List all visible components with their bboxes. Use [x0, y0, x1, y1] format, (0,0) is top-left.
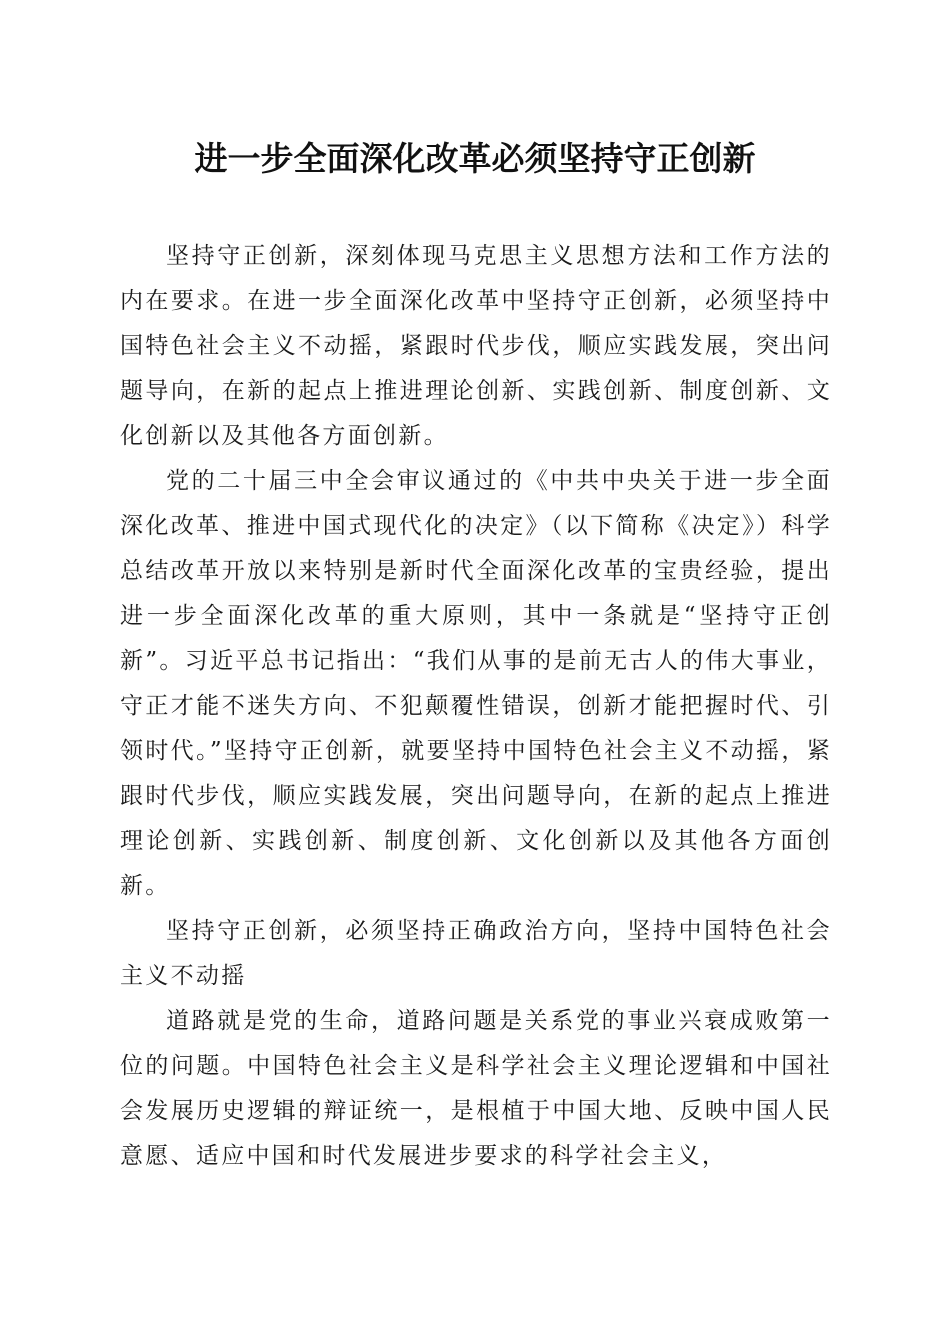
paragraph-4: 道路就是党的生命，道路问题是关系党的事业兴衰成败第一位的问题。中国特色社会主义是科学社会主义理论逻辑和中国社会发展历史逻辑的辩证统一，是根植于中国大地、反映中国人民意愿、适应中国和时代发展进步要求的科学社会主义， [120, 1008, 832, 1169]
paragraph-1: 坚持守正创新，深刻体现马克思主义思想方法和工作方法的内在要求。在进一步全面深化改革中坚持守正创新，必须坚持中国特色社会主义不动摇，紧跟时代步伐，顺应实践发展，突出问题导向，在新的起点上推进理论创新、实践创新、制度创新、文化创新以及其他各方面创新。 [120, 243, 832, 449]
document-title: 进一步全面深化改革必须坚持守正创新 [194, 139, 756, 178]
document-body [120, 234, 832, 1179]
paragraph-3-subheading: 坚持守正创新，必须坚持正确政治方向，坚持中国特色社会主义不动摇 [120, 918, 832, 989]
paragraph-2: 党的二十届三中全会审议通过的《中共中央关于进一步全面深化改革、推进中国式现代化的决定》（以下简称《决定》）科学总结改革开放以来特别是新时代全面深化改革的宝贵经验，提出进一步全面深化改革的重大原则，其中一条就是“坚持守正创新”。习近平总书记指出：“我们从事的是前无古人的伟大事业，守正才能不迷失方向、不犯颠覆性错误，创新才能把握时代、引领时代。”坚持守正创新，就要坚持中国特色社会主义不动摇，紧跟时代步伐，顺应实践发展，突出问题导向，在新的起点上推进理论创新、实践创新、制度创新、文化创新以及其他各方面创新。 [120, 468, 832, 899]
